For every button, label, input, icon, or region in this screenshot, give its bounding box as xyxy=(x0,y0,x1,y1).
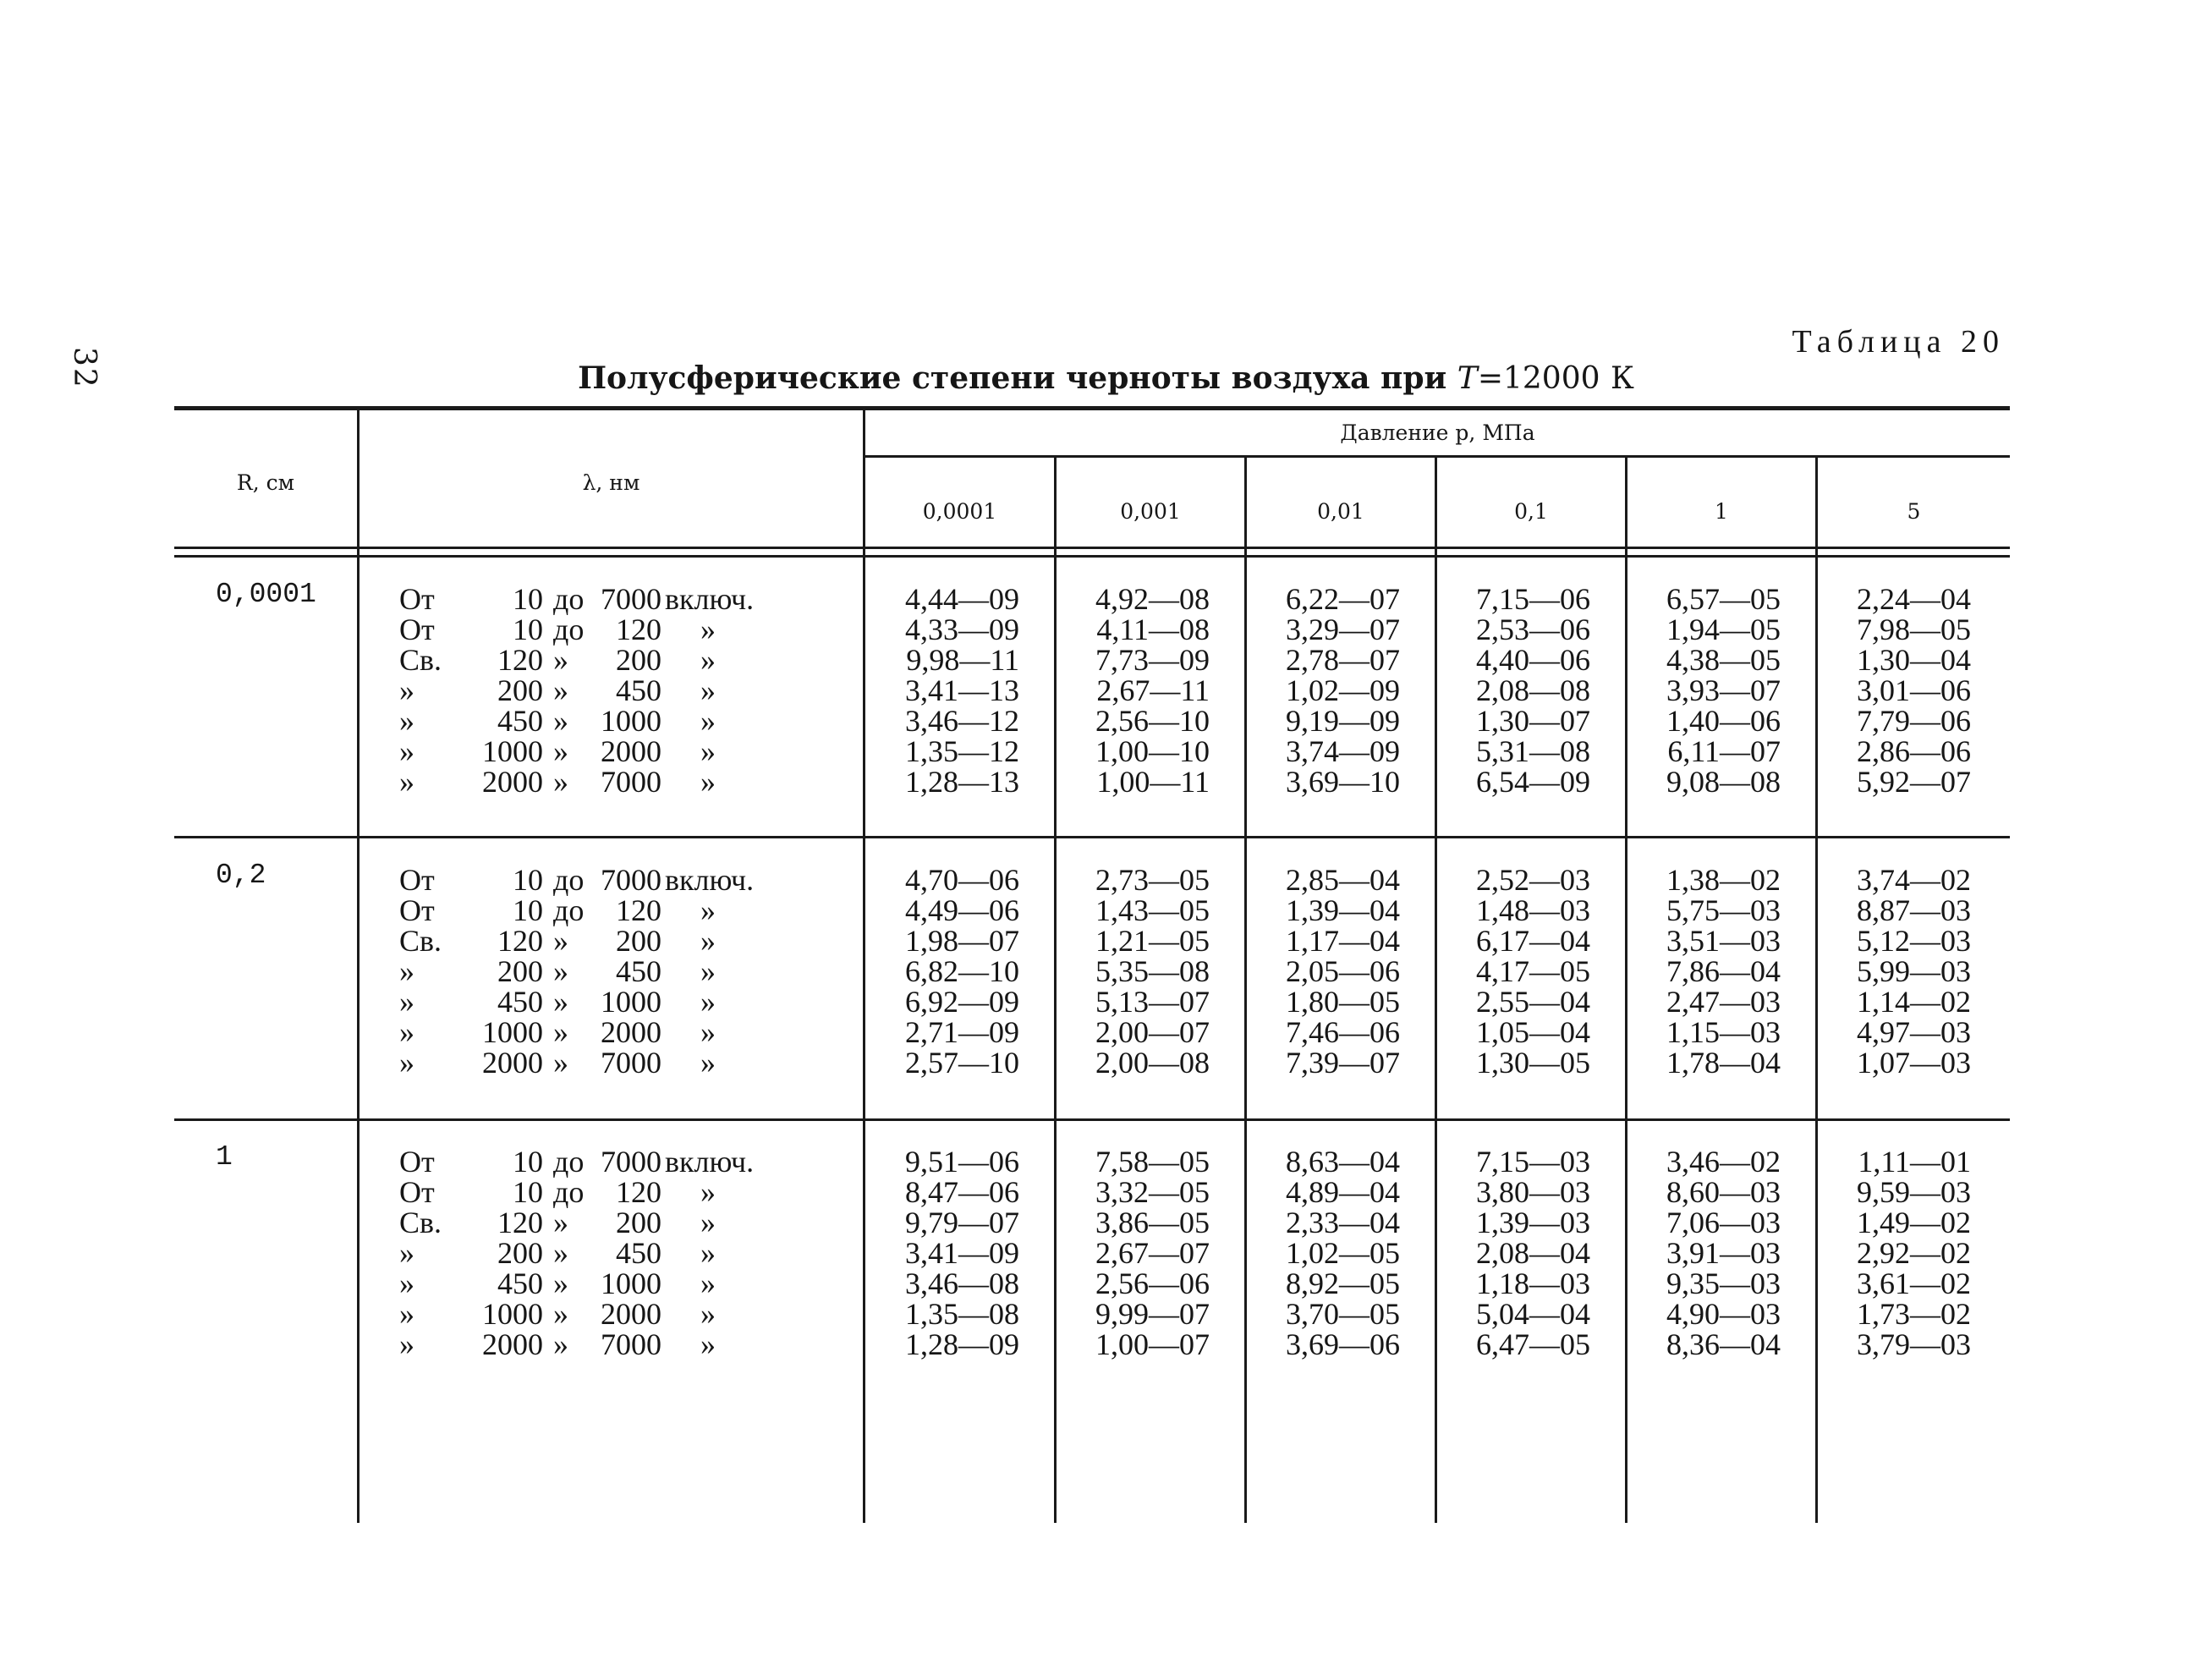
value-cell: 2,92—02 xyxy=(1857,1236,1971,1270)
header-pressure-1: 0,0001 xyxy=(922,499,997,524)
vertical-rule-p3 xyxy=(1435,458,1437,1523)
lambda-range xyxy=(399,1299,839,1329)
lambda-prefix: От xyxy=(399,893,435,927)
value-cell: 7,73—09 xyxy=(1095,643,1210,677)
value-cell: 3,70—05 xyxy=(1286,1297,1400,1331)
lambda-prefix: Св. xyxy=(399,643,442,677)
lambda-from: 450 xyxy=(497,985,543,1019)
value-cell: 8,47—06 xyxy=(905,1175,1019,1209)
value-cell: 1,28—13 xyxy=(905,765,1019,799)
value-cell: 1,78—04 xyxy=(1666,1046,1781,1080)
lambda-to: 120 xyxy=(616,1175,661,1209)
lambda-prefix: » xyxy=(399,954,414,988)
lambda-range xyxy=(399,767,839,797)
value-cell: 1,17—04 xyxy=(1286,924,1400,958)
lambda-range xyxy=(399,865,839,895)
title-equals: =12000 xyxy=(1477,361,1600,396)
value-cell: 9,79—07 xyxy=(905,1206,1019,1239)
lambda-to: 450 xyxy=(616,673,661,707)
lambda-prefix: » xyxy=(399,734,414,768)
header-lambda: λ, нм xyxy=(582,470,640,495)
value-cell: 8,92—05 xyxy=(1286,1267,1400,1300)
lambda-from: 10 xyxy=(513,613,543,646)
value-cell: 5,99—03 xyxy=(1857,954,1971,988)
value-cell: 6,17—04 xyxy=(1476,924,1590,958)
lambda-suffix: » xyxy=(700,924,716,958)
value-cell: 3,69—10 xyxy=(1286,765,1400,799)
value-cell: 2,24—04 xyxy=(1857,582,1971,616)
value-cell: 7,06—03 xyxy=(1666,1206,1781,1239)
lambda-to: 1000 xyxy=(601,985,661,1019)
lambda-prefix: » xyxy=(399,1267,414,1300)
value-cell: 1,73—02 xyxy=(1857,1297,1971,1331)
lambda-suffix: включ. xyxy=(665,1145,755,1179)
value-cell: 8,60—03 xyxy=(1666,1175,1781,1209)
lambda-from: 1000 xyxy=(482,734,543,768)
lambda-to: 7000 xyxy=(601,863,661,897)
value-cell: 7,86—04 xyxy=(1666,954,1781,988)
value-cell: 2,56—10 xyxy=(1095,704,1210,738)
value-cell: 3,80—03 xyxy=(1476,1175,1590,1209)
vertical-rule-p5 xyxy=(1815,458,1818,1523)
value-cell: 3,46—08 xyxy=(905,1267,1019,1300)
value-cell: 7,39—07 xyxy=(1286,1046,1400,1080)
lambda-prefix: » xyxy=(399,704,414,738)
value-cell: 1,80—05 xyxy=(1286,985,1400,1019)
value-cell: 1,05—04 xyxy=(1476,1015,1590,1049)
value-cell: 4,97—03 xyxy=(1857,1015,1971,1049)
header-pressure: Давление p, МПа xyxy=(1340,420,1535,445)
value-cell: 3,86—05 xyxy=(1095,1206,1210,1239)
lambda-range xyxy=(399,1207,839,1238)
lambda-to-word: до xyxy=(553,863,585,897)
lambda-range xyxy=(399,584,839,614)
lambda-to-word: » xyxy=(553,1015,568,1049)
value-cell: 1,00—07 xyxy=(1095,1327,1210,1361)
value-cell: 3,32—05 xyxy=(1095,1175,1210,1209)
lambda-suffix: » xyxy=(700,1236,716,1270)
value-cell: 3,29—07 xyxy=(1286,613,1400,646)
value-cell: 6,54—09 xyxy=(1476,765,1590,799)
lambda-to: 450 xyxy=(616,1236,661,1270)
lambda-prefix: » xyxy=(399,1046,414,1080)
value-cell: 2,53—06 xyxy=(1476,613,1590,646)
lambda-from: 120 xyxy=(497,924,543,958)
lambda-to: 1000 xyxy=(601,704,661,738)
value-cell: 3,01—06 xyxy=(1857,673,1971,707)
r-value: 1 xyxy=(216,1141,233,1173)
value-cell: 2,56—06 xyxy=(1095,1267,1210,1300)
lambda-prefix: От xyxy=(399,1175,435,1209)
lambda-suffix: » xyxy=(700,1175,716,1209)
value-cell: 6,22—07 xyxy=(1286,582,1400,616)
value-cell: 2,78—07 xyxy=(1286,643,1400,677)
lambda-prefix: » xyxy=(399,765,414,799)
lambda-prefix: » xyxy=(399,673,414,707)
lambda-to-word: » xyxy=(553,1327,568,1361)
value-cell: 3,46—02 xyxy=(1666,1145,1781,1179)
value-cell: 7,15—03 xyxy=(1476,1145,1590,1179)
value-cell: 3,69—06 xyxy=(1286,1327,1400,1361)
value-cell: 4,33—09 xyxy=(905,613,1019,646)
lambda-suffix: » xyxy=(700,1206,716,1239)
lambda-from: 200 xyxy=(497,954,543,988)
header-double-rule-b xyxy=(174,555,2010,558)
value-cell: 3,51—03 xyxy=(1666,924,1781,958)
value-cell: 1,38—02 xyxy=(1666,863,1781,897)
lambda-to: 2000 xyxy=(601,1297,661,1331)
lambda-range xyxy=(399,675,839,706)
value-cell: 2,00—07 xyxy=(1095,1015,1210,1049)
lambda-suffix: включ. xyxy=(665,582,755,616)
lambda-prefix: От xyxy=(399,1145,435,1179)
value-cell: 1,14—02 xyxy=(1857,985,1971,1019)
value-cell: 2,08—04 xyxy=(1476,1236,1590,1270)
value-cell: 8,63—04 xyxy=(1286,1145,1400,1179)
lambda-to: 1000 xyxy=(601,1267,661,1300)
value-cell: 1,02—05 xyxy=(1286,1236,1400,1270)
lambda-range xyxy=(399,986,839,1017)
lambda-suffix: » xyxy=(700,1267,716,1300)
page-number: 32 xyxy=(67,347,102,389)
value-cell: 5,12—03 xyxy=(1857,924,1971,958)
value-cell: 6,92—09 xyxy=(905,985,1019,1019)
lambda-to: 7000 xyxy=(601,1145,661,1179)
value-cell: 3,93—07 xyxy=(1666,673,1781,707)
lambda-to-word: » xyxy=(553,954,568,988)
value-cell: 1,00—10 xyxy=(1095,734,1210,768)
group-separator-2 xyxy=(174,1118,2010,1121)
lambda-range xyxy=(399,645,839,675)
value-cell: 1,02—09 xyxy=(1286,673,1400,707)
value-cell: 2,52—03 xyxy=(1476,863,1590,897)
value-cell: 3,41—13 xyxy=(905,673,1019,707)
lambda-from: 1000 xyxy=(482,1297,543,1331)
r-value: 0,2 xyxy=(216,860,266,891)
value-cell: 4,38—05 xyxy=(1666,643,1781,677)
lambda-to-word: до xyxy=(553,1145,585,1179)
value-cell: 9,51—06 xyxy=(905,1145,1019,1179)
lambda-suffix: » xyxy=(700,765,716,799)
vertical-rule-p2 xyxy=(1244,458,1247,1523)
value-cell: 1,21—05 xyxy=(1095,924,1210,958)
lambda-to: 200 xyxy=(616,643,661,677)
value-cell: 2,55—04 xyxy=(1476,985,1590,1019)
lambda-to: 7000 xyxy=(601,582,661,616)
value-cell: 2,73—05 xyxy=(1095,863,1210,897)
value-cell: 6,47—05 xyxy=(1476,1327,1590,1361)
value-cell: 1,35—12 xyxy=(905,734,1019,768)
value-cell: 5,04—04 xyxy=(1476,1297,1590,1331)
lambda-to-word: » xyxy=(553,673,568,707)
value-cell: 4,92—08 xyxy=(1095,582,1210,616)
vertical-rule-r xyxy=(357,410,360,1523)
value-cell: 1,39—03 xyxy=(1476,1206,1590,1239)
value-cell: 1,15—03 xyxy=(1666,1015,1781,1049)
lambda-to-word: » xyxy=(553,924,568,958)
lambda-from: 200 xyxy=(497,673,543,707)
lambda-prefix: От xyxy=(399,582,435,616)
lambda-suffix: » xyxy=(700,985,716,1019)
value-cell: 1,00—11 xyxy=(1096,765,1210,799)
value-cell: 9,99—07 xyxy=(1095,1297,1210,1331)
value-cell: 2,86—06 xyxy=(1857,734,1971,768)
value-cell: 8,36—04 xyxy=(1666,1327,1781,1361)
value-cell: 2,47—03 xyxy=(1666,985,1781,1019)
lambda-range xyxy=(399,1177,839,1207)
value-cell: 5,75—03 xyxy=(1666,893,1781,927)
value-cell: 3,79—03 xyxy=(1857,1327,1971,1361)
value-cell: 2,67—11 xyxy=(1096,673,1210,707)
value-cell: 2,05—06 xyxy=(1286,954,1400,988)
value-cell: 6,11—07 xyxy=(1667,734,1781,768)
lambda-prefix: » xyxy=(399,985,414,1019)
value-cell: 9,98—11 xyxy=(906,643,1019,677)
lambda-prefix: От xyxy=(399,613,435,646)
value-cell: 2,67—07 xyxy=(1095,1236,1210,1270)
value-cell: 9,19—09 xyxy=(1286,704,1400,738)
value-cell: 3,74—09 xyxy=(1286,734,1400,768)
lambda-to: 120 xyxy=(616,893,661,927)
value-cell: 5,35—08 xyxy=(1095,954,1210,988)
lambda-to: 2000 xyxy=(601,1015,661,1049)
value-cell: 7,15—06 xyxy=(1476,582,1590,616)
lambda-from: 2000 xyxy=(482,765,543,799)
lambda-to: 7000 xyxy=(601,765,661,799)
value-cell: 1,43—05 xyxy=(1095,893,1210,927)
value-cell: 2,85—04 xyxy=(1286,863,1400,897)
title-unit: К xyxy=(1611,361,1634,396)
table-top-rule xyxy=(174,406,2010,410)
lambda-prefix: » xyxy=(399,1327,414,1361)
header-pressure-4: 0,1 xyxy=(1514,499,1548,524)
title-variable: T xyxy=(1457,361,1478,396)
value-cell: 2,71—09 xyxy=(905,1015,1019,1049)
lambda-to: 2000 xyxy=(601,734,661,768)
value-cell: 4,17—05 xyxy=(1476,954,1590,988)
lambda-prefix: Св. xyxy=(399,924,442,958)
lambda-from: 10 xyxy=(513,863,543,897)
lambda-to-word: » xyxy=(553,985,568,1019)
vertical-rule-p1 xyxy=(1054,458,1057,1523)
value-cell: 9,59—03 xyxy=(1857,1175,1971,1209)
value-cell: 7,46—06 xyxy=(1286,1015,1400,1049)
value-cell: 2,57—10 xyxy=(905,1046,1019,1080)
lambda-prefix: Св. xyxy=(399,1206,442,1239)
value-cell: 4,49—06 xyxy=(905,893,1019,927)
lambda-to-word: » xyxy=(553,643,568,677)
lambda-range xyxy=(399,1268,839,1299)
lambda-suffix: » xyxy=(700,734,716,768)
header-double-rule-a xyxy=(174,547,2010,549)
value-cell: 5,31—08 xyxy=(1476,734,1590,768)
lambda-suffix: » xyxy=(700,643,716,677)
lambda-from: 10 xyxy=(513,1145,543,1179)
value-cell: 1,35—08 xyxy=(905,1297,1019,1331)
lambda-to-word: до xyxy=(553,582,585,616)
lambda-from: 10 xyxy=(513,1175,543,1209)
lambda-suffix: » xyxy=(700,893,716,927)
lambda-suffix: включ. xyxy=(665,863,755,897)
lambda-to: 200 xyxy=(616,924,661,958)
lambda-to-word: » xyxy=(553,734,568,768)
value-cell: 3,91—03 xyxy=(1666,1236,1781,1270)
lambda-from: 450 xyxy=(497,704,543,738)
lambda-to: 200 xyxy=(616,1206,661,1239)
lambda-suffix: » xyxy=(700,613,716,646)
value-cell: 3,74—02 xyxy=(1857,863,1971,897)
value-cell: 5,92—07 xyxy=(1857,765,1971,799)
lambda-prefix: От xyxy=(399,863,435,897)
lambda-to-word: » xyxy=(553,1297,568,1331)
table-label: Таблица 20 xyxy=(1792,324,2005,360)
lambda-to: 7000 xyxy=(601,1046,661,1080)
lambda-to: 120 xyxy=(616,613,661,646)
lambda-to-word: до xyxy=(553,613,585,646)
value-cell: 1,30—05 xyxy=(1476,1046,1590,1080)
lambda-from: 1000 xyxy=(482,1015,543,1049)
value-cell: 1,18—03 xyxy=(1476,1267,1590,1300)
lambda-from: 200 xyxy=(497,1236,543,1270)
value-cell: 4,40—06 xyxy=(1476,643,1590,677)
lambda-from: 2000 xyxy=(482,1327,543,1361)
lambda-from: 120 xyxy=(497,1206,543,1239)
value-cell: 1,49—02 xyxy=(1857,1206,1971,1239)
lambda-range xyxy=(399,706,839,736)
value-cell: 1,94—05 xyxy=(1666,613,1781,646)
lambda-to-word: » xyxy=(553,1206,568,1239)
header-pressure-3: 0,01 xyxy=(1317,499,1364,524)
value-cell: 1,11—01 xyxy=(1858,1145,1971,1179)
value-cell: 5,13—07 xyxy=(1095,985,1210,1019)
value-cell: 8,87—03 xyxy=(1857,893,1971,927)
lambda-from: 10 xyxy=(513,893,543,927)
value-cell: 1,39—04 xyxy=(1286,893,1400,927)
value-cell: 4,90—03 xyxy=(1666,1297,1781,1331)
lambda-range xyxy=(399,926,839,956)
lambda-to: 450 xyxy=(616,954,661,988)
value-cell: 9,35—03 xyxy=(1666,1267,1781,1300)
value-cell: 1,28—09 xyxy=(905,1327,1019,1361)
header-pressure-2: 0,001 xyxy=(1120,499,1181,524)
value-cell: 4,70—06 xyxy=(905,863,1019,897)
value-cell: 1,30—04 xyxy=(1857,643,1971,677)
value-cell: 2,08—08 xyxy=(1476,673,1590,707)
r-value: 0,0001 xyxy=(216,579,316,610)
lambda-range xyxy=(399,956,839,986)
value-cell: 9,08—08 xyxy=(1666,765,1781,799)
lambda-suffix: » xyxy=(700,1015,716,1049)
lambda-to-word: до xyxy=(553,893,585,927)
lambda-from: 10 xyxy=(513,582,543,616)
lambda-to-word: » xyxy=(553,1267,568,1300)
table-title xyxy=(0,360,2212,396)
lambda-suffix: » xyxy=(700,673,716,707)
lambda-to-word: » xyxy=(553,1046,568,1080)
value-cell: 2,00—08 xyxy=(1095,1046,1210,1080)
value-cell: 4,89—04 xyxy=(1286,1175,1400,1209)
lambda-prefix: » xyxy=(399,1236,414,1270)
lambda-range xyxy=(399,1047,839,1078)
value-cell: 7,58—05 xyxy=(1095,1145,1210,1179)
lambda-suffix: » xyxy=(700,954,716,988)
lambda-range xyxy=(399,895,839,926)
lambda-to-word: » xyxy=(553,765,568,799)
lambda-range xyxy=(399,1238,839,1268)
value-cell: 1,30—07 xyxy=(1476,704,1590,738)
lambda-suffix: » xyxy=(700,1046,716,1080)
lambda-range xyxy=(399,614,839,645)
header-r: R, см xyxy=(236,470,295,495)
lambda-suffix: » xyxy=(700,1297,716,1331)
value-cell: 3,61—02 xyxy=(1857,1267,1971,1300)
header-pressure-5: 1 xyxy=(1715,499,1728,524)
lambda-suffix: » xyxy=(700,704,716,738)
value-cell: 4,44—09 xyxy=(905,582,1019,616)
value-cell: 1,40—06 xyxy=(1666,704,1781,738)
value-cell: 4,11—08 xyxy=(1096,613,1210,646)
value-cell: 1,48—03 xyxy=(1476,893,1590,927)
title-prefix: Полусферические степени черноты воздуха при xyxy=(578,360,1447,396)
lambda-prefix: » xyxy=(399,1015,414,1049)
lambda-to-word: до xyxy=(553,1175,585,1209)
vertical-rule-lambda xyxy=(863,410,865,1523)
lambda-to-word: » xyxy=(553,704,568,738)
value-cell: 7,79—06 xyxy=(1857,704,1971,738)
lambda-to: 7000 xyxy=(601,1327,661,1361)
lambda-range xyxy=(399,1146,839,1177)
lambda-from: 2000 xyxy=(482,1046,543,1080)
lambda-to-word: » xyxy=(553,1236,568,1270)
value-cell: 6,57—05 xyxy=(1666,582,1781,616)
lambda-prefix: » xyxy=(399,1297,414,1331)
value-cell: 7,98—05 xyxy=(1857,613,1971,646)
value-cell: 3,46—12 xyxy=(905,704,1019,738)
value-cell: 1,07—03 xyxy=(1857,1046,1971,1080)
value-cell: 2,33—04 xyxy=(1286,1206,1400,1239)
group-separator-1 xyxy=(174,836,2010,838)
lambda-suffix: » xyxy=(700,1327,716,1361)
vertical-rule-p4 xyxy=(1625,458,1627,1523)
value-cell: 1,98—07 xyxy=(905,924,1019,958)
lambda-range xyxy=(399,1017,839,1047)
lambda-range xyxy=(399,736,839,767)
lambda-from: 120 xyxy=(497,643,543,677)
lambda-from: 450 xyxy=(497,1267,543,1300)
value-cell: 6,82—10 xyxy=(905,954,1019,988)
value-cell: 3,41—09 xyxy=(905,1236,1019,1270)
lambda-range xyxy=(399,1329,839,1360)
header-pressure-6: 5 xyxy=(1907,499,1921,524)
